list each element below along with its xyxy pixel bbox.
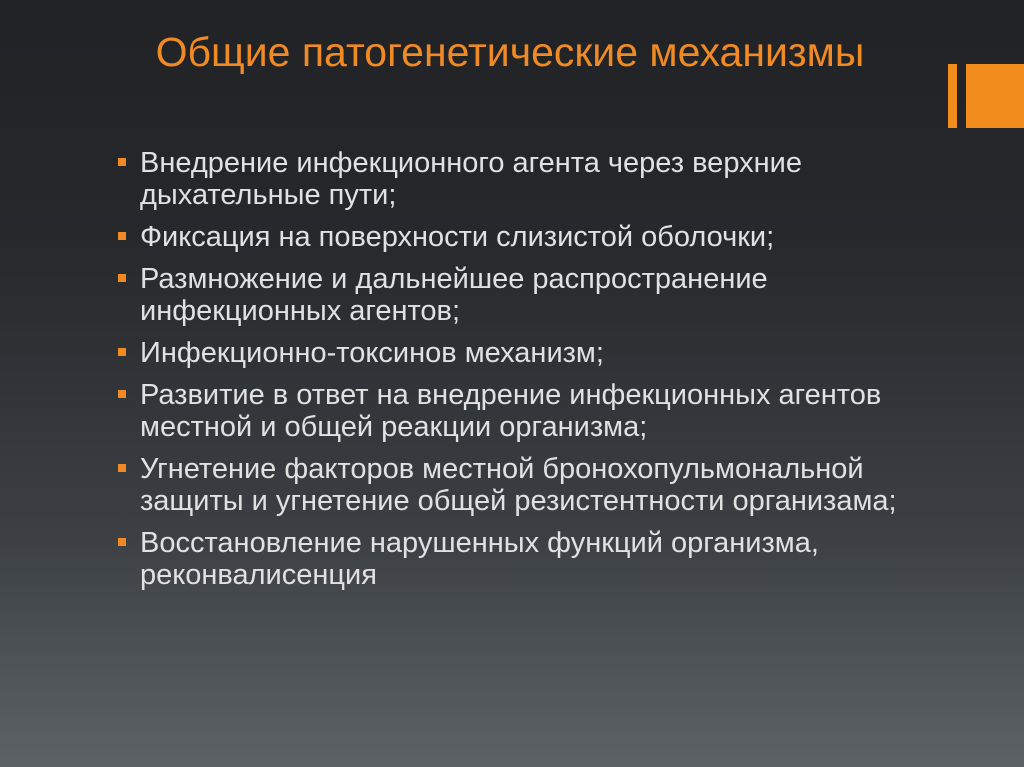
- bullet-text: Развитие в ответ на внедрение инфекционных агентов местной и общей реакции организма;: [140, 379, 882, 443]
- square-bullet-icon: [118, 464, 126, 472]
- bullet-text: Размножение и дальнейшее распространение инфекционных агентов;: [140, 263, 768, 327]
- bullet-text: Угнетение факторов местной бронохопульмональной защиты и угнетение общей резистентности организама;: [140, 453, 897, 517]
- bullet-item: [118, 527, 918, 591]
- bullet-item: [118, 147, 918, 211]
- accent-bar-thin: [948, 64, 957, 128]
- square-bullet-icon: [118, 158, 126, 166]
- square-bullet-icon: [118, 232, 126, 240]
- square-bullet-icon: [118, 348, 126, 356]
- square-bullet-icon: [118, 274, 126, 282]
- bullet-item: [118, 379, 918, 443]
- bullet-text: Внедрение инфекционного агента через верхние дыхательные пути;: [140, 147, 802, 211]
- accent-bar-wide: [966, 64, 1024, 128]
- bullet-list: [118, 147, 918, 601]
- bullet-text: Фиксация на поверхности слизистой оболочки;: [140, 221, 775, 253]
- bullet-text: Восстановление нарушенных функций организма, реконвалисенция: [140, 527, 819, 591]
- bullet-text: Инфекционно-токсинов механизм;: [140, 337, 604, 369]
- bullet-item: [118, 337, 918, 369]
- square-bullet-icon: [118, 538, 126, 546]
- bullet-item: [118, 453, 918, 517]
- slide-title: Общие патогенетические механизмы: [155, 29, 865, 75]
- square-bullet-icon: [118, 390, 126, 398]
- bullet-item: [118, 221, 918, 253]
- bullet-item: [118, 263, 918, 327]
